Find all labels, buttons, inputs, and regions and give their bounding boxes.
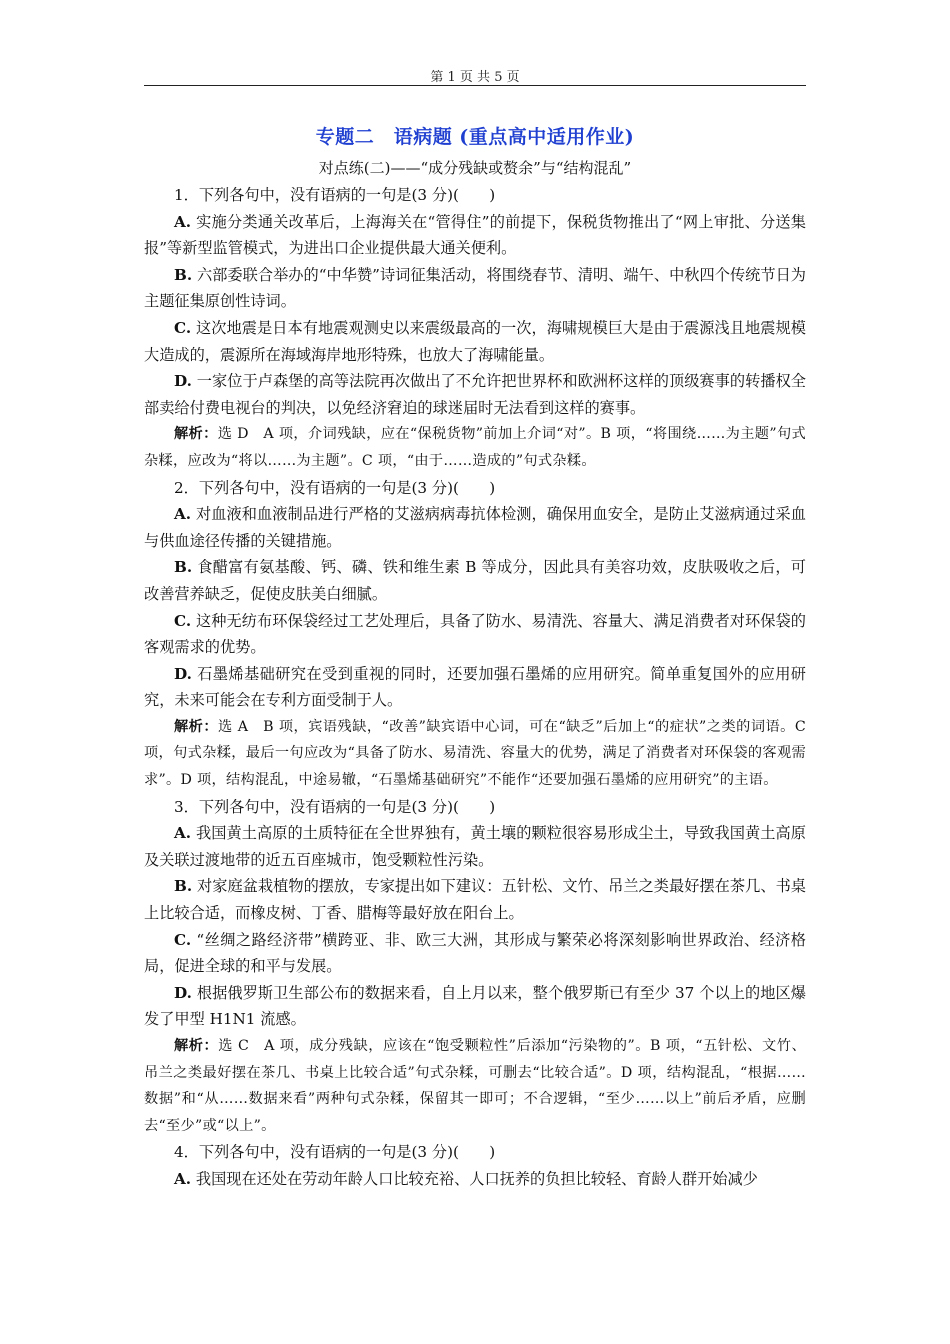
question-stem: 1．下列各句中，没有语病的一句是(3 分)( ) [174, 186, 496, 204]
option-a: A. 实施分类通关改革后，上海海关在“管得住”的前提下，保税货物推出了“网上审批、分送集报”等新型监管模式，为进出口企业提供最大通关便利。 [144, 212, 806, 258]
option-a: A. 我国黄土高原的土质特征在全世界独有，黄土壤的颗粒很容易形成尘土，导致我国黄土高原及关联过渡地带的近五百座城市，饱受颗粒性污染。 [144, 824, 806, 869]
option-a: A. 我国现在还处在劳动年龄人口比较充裕、人口抚养的负担比较轻、育龄人群开始减少 [174, 1169, 758, 1188]
option-b: B. 对家庭盆栽植物的摆放，专家提出如下建议：五针松、文竹、吊兰之类最好摆在茶几、书桌上比较合适，而橡皮树、丁香、腊梅等最好放在阳台上。 [144, 877, 806, 923]
question-3 [144, 794, 806, 1140]
option-a: A. 对血液和血液制品进行严格的艾滋病病毒抗体检测，确保用血安全，是防止艾滋病通过采血与供血途径传播的关键措施。 [144, 505, 806, 550]
document-page [144, 0, 806, 1193]
question-stem: 4．下列各句中，没有语病的一句是(3 分)( ) [174, 1143, 496, 1162]
analysis: 解析：选 C A 项，成分残缺，应该在“饱受颗粒性”后添加“污染物的”。B 项，“五针松、文竹、吊兰之类最好摆在茶几、书桌上比较合适”句式杂糅，可删去“比较合适”。D 项，结构混乱，“根据……数据”和“从……数据来看”两种句式杂糅，保留其一即可；不合逻辑，“至少……以上”前后矛盾，应删去“至少”或“以上”。 [144, 1038, 806, 1134]
question-2 [144, 475, 806, 794]
question-4 [144, 1139, 806, 1192]
analysis: 解析：选 A B 项，宾语残缺，“改善”缺宾语中心词，可在“缺乏”后加上“的症状”之类的词语。C 项，句式杂糅，最后一句应改为“具备了防水、易清洗、容量大的优势，满足了消费者对环保袋的客观需求”。D 项，结构混乱，中途易辙，“石墨烯基础研究”不能作“还要加强石墨烯的应用研究”的主语。 [144, 718, 806, 789]
question-1 [144, 182, 806, 475]
option-c: C. “丝绸之路经济带”横跨亚、非、欧三大洲，其形成与繁荣必将深刻影响世界政治、经济格局，促进全球的和平与发展。 [144, 930, 806, 976]
page-title: 专题二 语病题 (重点高中适用作业) [315, 126, 635, 148]
option-c: C. 这种无纺布环保袋经过工艺处理后，具备了防水、易清洗、容量大、满足消费者对环保袋的客观需求的优势。 [144, 611, 806, 657]
option-d: D. 一家位于卢森堡的高等法院再次做出了不允许把世界杯和欧洲杯这样的顶级赛事的转播权全部卖给付费电视台的判决，以免经济窘迫的球迷届时无法看到这样的赛事。 [144, 372, 806, 417]
header-rule [144, 85, 806, 86]
page-subtitle: 对点练(二)——“成分残缺或赘余”与“结构混乱” [318, 159, 632, 177]
option-b: B. 六部委联合举办的“中华赞”诗词征集活动，将围绕春节、清明、端午、中秋四个传统节日为主题征集原创性诗词。 [144, 265, 806, 311]
page-header: 第 1 页 共 5 页 [430, 70, 520, 85]
question-stem: 2．下列各句中，没有语病的一句是(3 分)( ) [174, 478, 496, 497]
option-b: B. 食醋富有氨基酸、钙、磷、铁和维生素 B 等成分，因此具有美容功效，皮肤吸收之后，可改善营养缺乏，促使皮肤美白细腻。 [144, 558, 806, 603]
option-d: D. 石墨烯基础研究在受到重视的同时，还要加强石墨烯的应用研究。简单重复国外的应用研究，未来可能会在专利方面受制于人。 [144, 664, 806, 710]
option-d: D. 根据俄罗斯卫生部公布的数据来看，自上月以来，整个俄罗斯已有至少 37 个以上的地区爆发了甲型 H1N1 流感。 [144, 983, 806, 1029]
analysis: 解析：选 D A 项，介词残缺，应在“保税货物”前加上介词“对”。B 项，“将围绕……为主题”句式杂糅，应改为“将以……为主题”。C 项，“由于……造成的”句式杂糅。 [144, 426, 806, 469]
question-stem: 3．下列各句中，没有语病的一句是(3 分)( ) [174, 797, 496, 816]
option-c: C. 这次地震是日本有地震观测史以来震级最高的一次，海啸规模巨大是由于震源浅且地震规模大造成的，震源所在海域海岸地形特殊，也放大了海啸能量。 [144, 318, 806, 364]
